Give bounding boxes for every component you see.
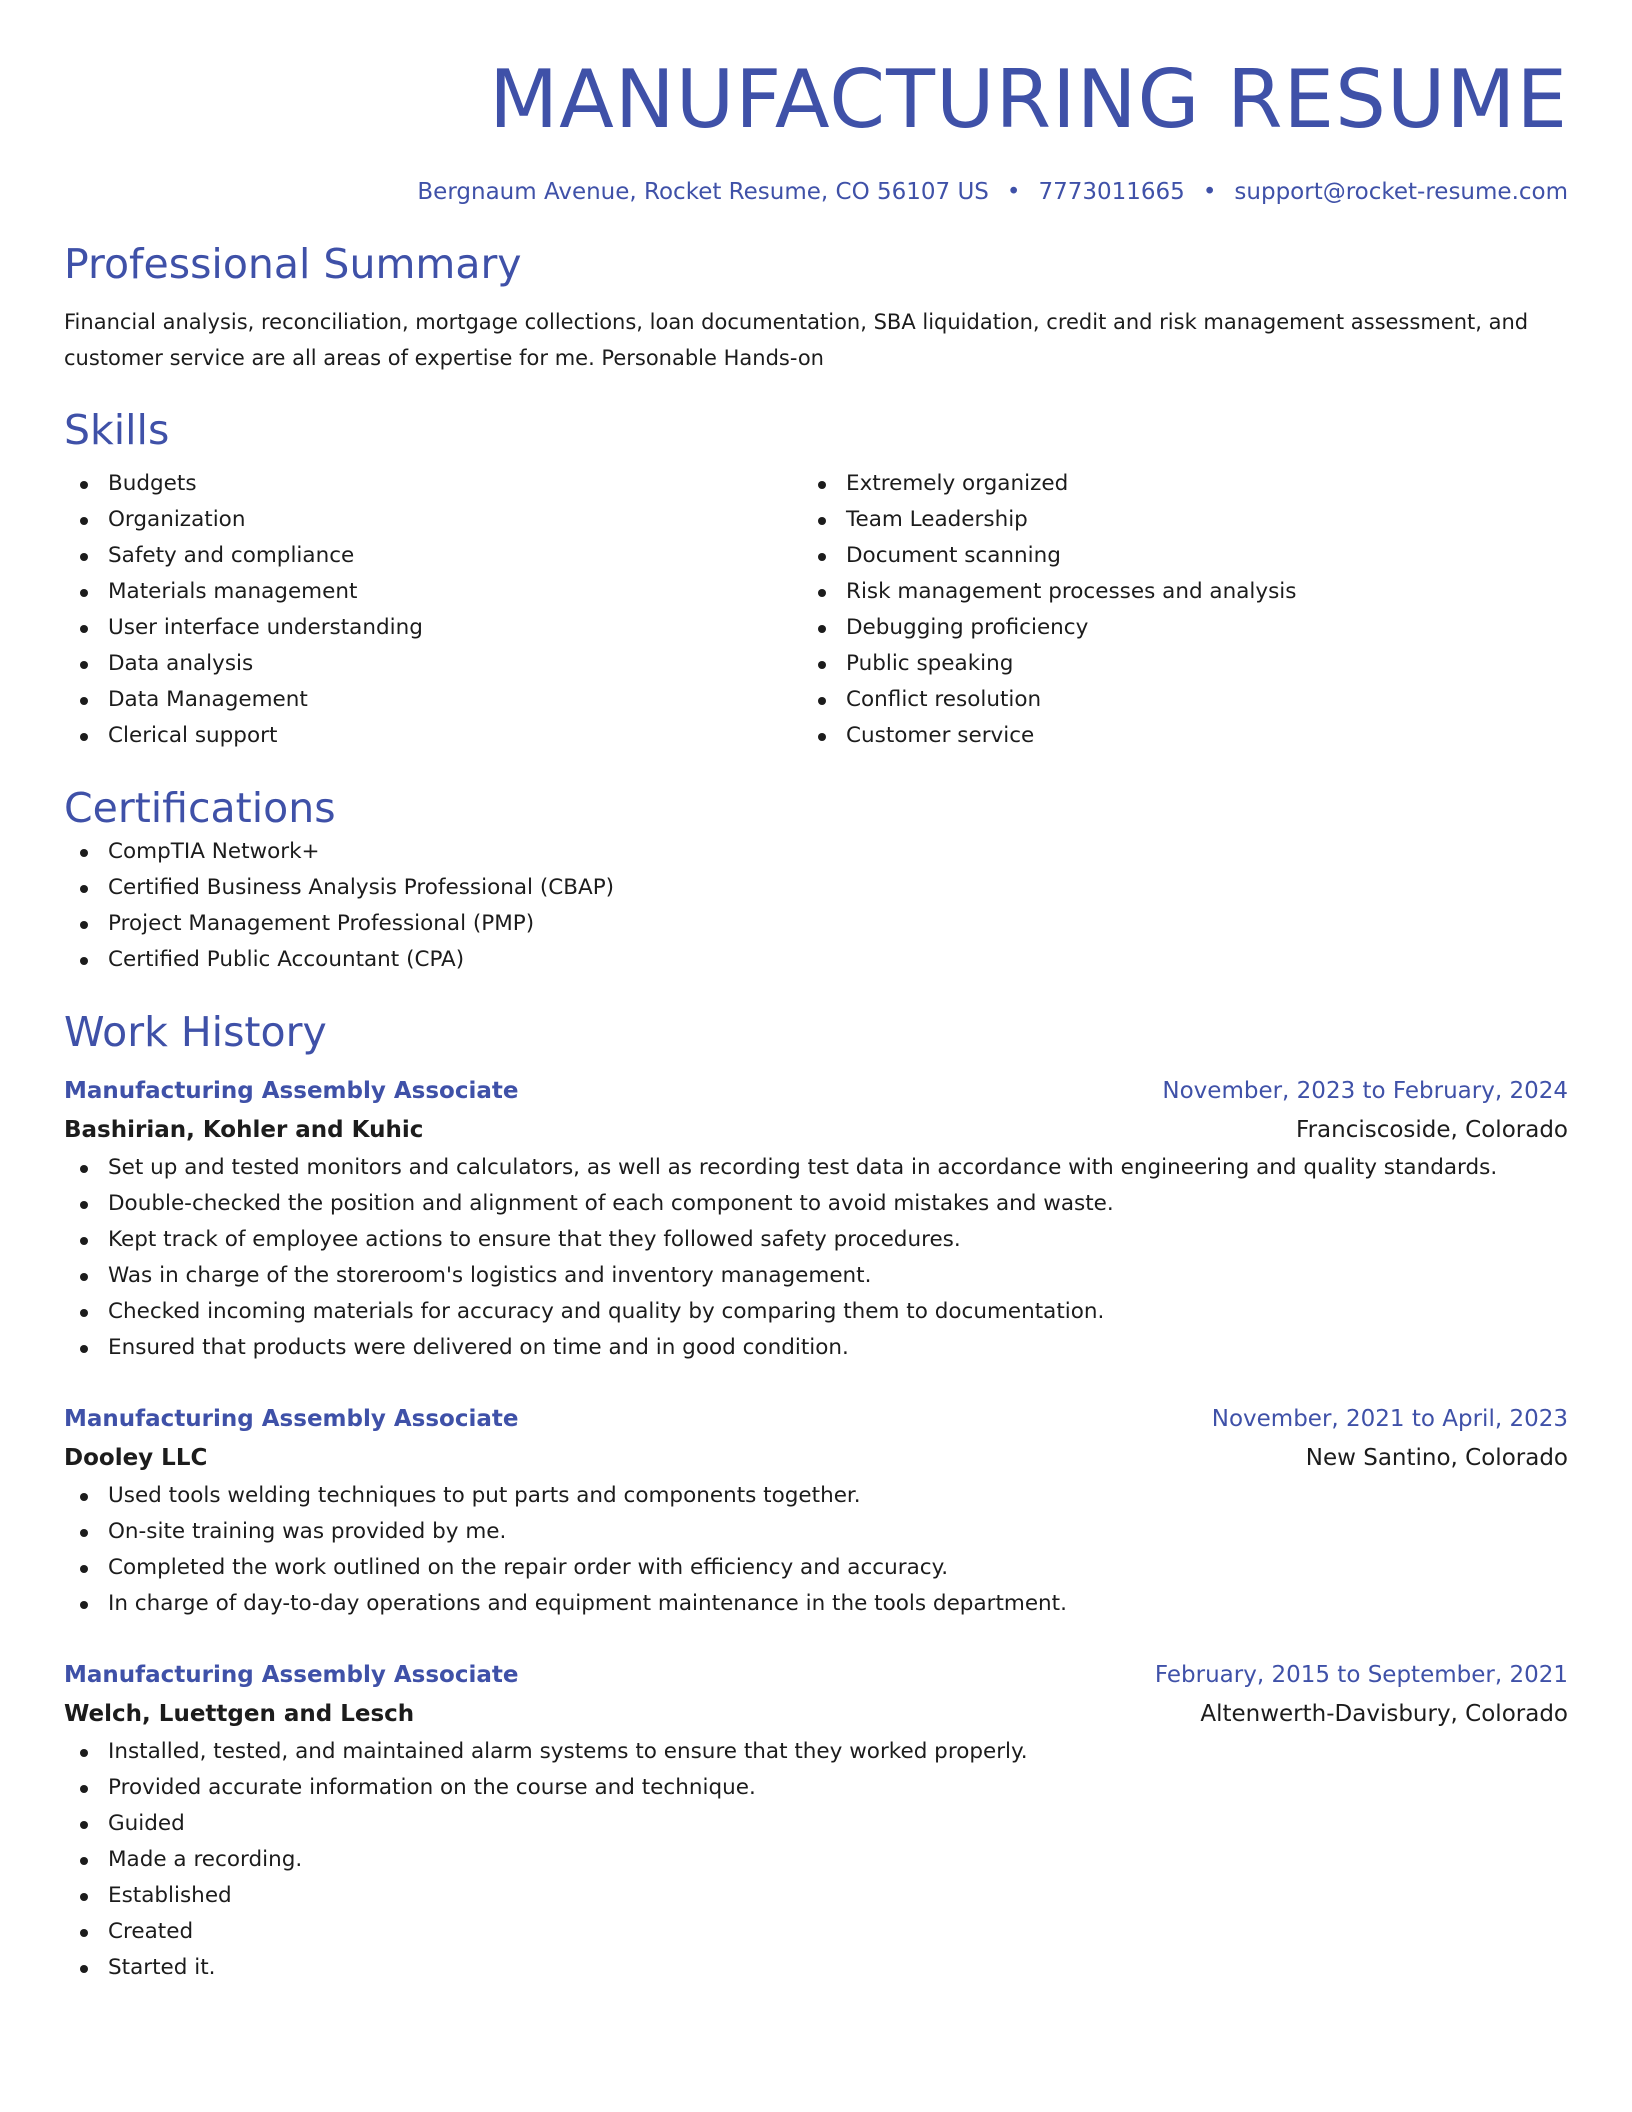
- job-title: Manufacturing Assembly Associate: [64, 1662, 519, 1688]
- job-header-row: [64, 1072, 1568, 1110]
- certifications-heading: Certifications: [64, 784, 336, 832]
- job-company-row: [64, 1110, 1568, 1150]
- job-header-row: [64, 1656, 1568, 1694]
- skill-item: Public speaking: [802, 646, 1540, 682]
- job-location: Franciscoside, Colorado: [1296, 1117, 1568, 1143]
- job-company: Bashirian, Kohler and Kuhic: [64, 1117, 424, 1143]
- contact-email: support@rocket-resume.com: [1234, 179, 1568, 205]
- job-duty: Started it.: [64, 1950, 1568, 1986]
- job-dates: November, 2021 to April, 2023: [1211, 1406, 1568, 1432]
- job-duty: Installed, tested, and maintained alarm systems to ensure that they worked properly.: [64, 1734, 1568, 1770]
- job-duty: On-site training was provided by me.: [64, 1514, 1568, 1550]
- summary-text: Financial analysis, reconciliation, mortgage collections, loan documentation, SBA liquidation, credit and risk management assessment, and customer service are all areas of expertise for me. Personable Hands-on: [64, 310, 1529, 370]
- contact-address: Bergnaum Avenue, Rocket Resume, CO 56107 US: [417, 179, 989, 205]
- job-entry: [64, 1072, 1568, 1366]
- certification-item: CompTIA Network+: [64, 834, 1568, 870]
- skill-item: Risk management processes and analysis: [802, 574, 1540, 610]
- skills-list-left: [64, 466, 802, 754]
- skill-item: User interface understanding: [64, 610, 802, 646]
- skill-item: Safety and compliance: [64, 538, 802, 574]
- certification-item: Project Management Professional (PMP): [64, 906, 1568, 942]
- job-title: Manufacturing Assembly Associate: [64, 1078, 519, 1104]
- job-duty: Was in charge of the storeroom's logistics and inventory management.: [64, 1258, 1568, 1294]
- job-duty: Completed the work outlined on the repair order with efficiency and accuracy.: [64, 1550, 1568, 1586]
- skills-list-right: [802, 466, 1540, 754]
- job-company-row: [64, 1438, 1568, 1478]
- skill-item: Extremely organized: [802, 466, 1540, 502]
- skill-item: Materials management: [64, 574, 802, 610]
- certifications-list: [64, 834, 1568, 978]
- job-duty: Set up and tested monitors and calculators, as well as recording test data in accordance with engineering and quality standards.: [64, 1150, 1568, 1186]
- skills-columns: [64, 466, 1568, 754]
- job-dates: November, 2023 to February, 2024: [1162, 1078, 1568, 1104]
- job-duties-list: [64, 1478, 1568, 1622]
- summary-heading: Professional Summary: [64, 240, 522, 288]
- contact-phone: 7773011665: [1038, 179, 1185, 205]
- contact-line: [64, 176, 1568, 208]
- job-duties-list: [64, 1150, 1568, 1366]
- job-location: Altenwerth-Davisbury, Colorado: [1200, 1701, 1568, 1727]
- skill-item: Document scanning: [802, 538, 1540, 574]
- resume-header: [64, 0, 1568, 208]
- job-duties-list: [64, 1734, 1568, 1986]
- skill-item: Conflict resolution: [802, 682, 1540, 718]
- skill-item: Budgets: [64, 466, 802, 502]
- job-duty: Provided accurate information on the course and technique.: [64, 1770, 1568, 1806]
- job-duty: Created: [64, 1914, 1568, 1950]
- resume-name: MANUFACTURING RESUME: [489, 53, 1568, 146]
- skill-item: Data Management: [64, 682, 802, 718]
- job-duty: Ensured that products were delivered on time and in good condition.: [64, 1330, 1568, 1366]
- job-entry: [64, 1400, 1568, 1622]
- certification-item: Certified Business Analysis Professional (CBAP): [64, 870, 1568, 906]
- job-company: Welch, Luettgen and Lesch: [64, 1701, 415, 1727]
- job-duty: Double-checked the position and alignment of each component to avoid mistakes and waste.: [64, 1186, 1568, 1222]
- job-company: Dooley LLC: [64, 1445, 208, 1471]
- skill-item: Team Leadership: [802, 502, 1540, 538]
- skill-item: Organization: [64, 502, 802, 538]
- job-duty: Guided: [64, 1806, 1568, 1842]
- job-entry: [64, 1656, 1568, 1986]
- job-duty: Checked incoming materials for accuracy and quality by comparing them to documentation.: [64, 1294, 1568, 1330]
- job-header-row: [64, 1400, 1568, 1438]
- job-company-row: [64, 1694, 1568, 1734]
- skill-item: Debugging proficiency: [802, 610, 1540, 646]
- skill-item: Customer service: [802, 718, 1540, 754]
- skill-item: Data analysis: [64, 646, 802, 682]
- job-duty: Kept track of employee actions to ensure that they followed safety procedures.: [64, 1222, 1568, 1258]
- job-duty: Used tools welding techniques to put parts and components together.: [64, 1478, 1568, 1514]
- skill-item: Clerical support: [64, 718, 802, 754]
- job-duty: Established: [64, 1878, 1568, 1914]
- contact-separator: •: [1006, 179, 1021, 205]
- work-history-heading: Work History: [64, 1008, 327, 1056]
- skills-heading: Skills: [64, 406, 170, 454]
- job-location: New Santino, Colorado: [1305, 1445, 1568, 1471]
- job-title: Manufacturing Assembly Associate: [64, 1406, 519, 1432]
- job-dates: February, 2015 to September, 2021: [1154, 1662, 1568, 1688]
- contact-separator: •: [1202, 179, 1217, 205]
- job-duty: Made a recording.: [64, 1842, 1568, 1878]
- certification-item: Certified Public Accountant (CPA): [64, 942, 1568, 978]
- job-duty: In charge of day-to-day operations and equipment maintenance in the tools department.: [64, 1586, 1568, 1622]
